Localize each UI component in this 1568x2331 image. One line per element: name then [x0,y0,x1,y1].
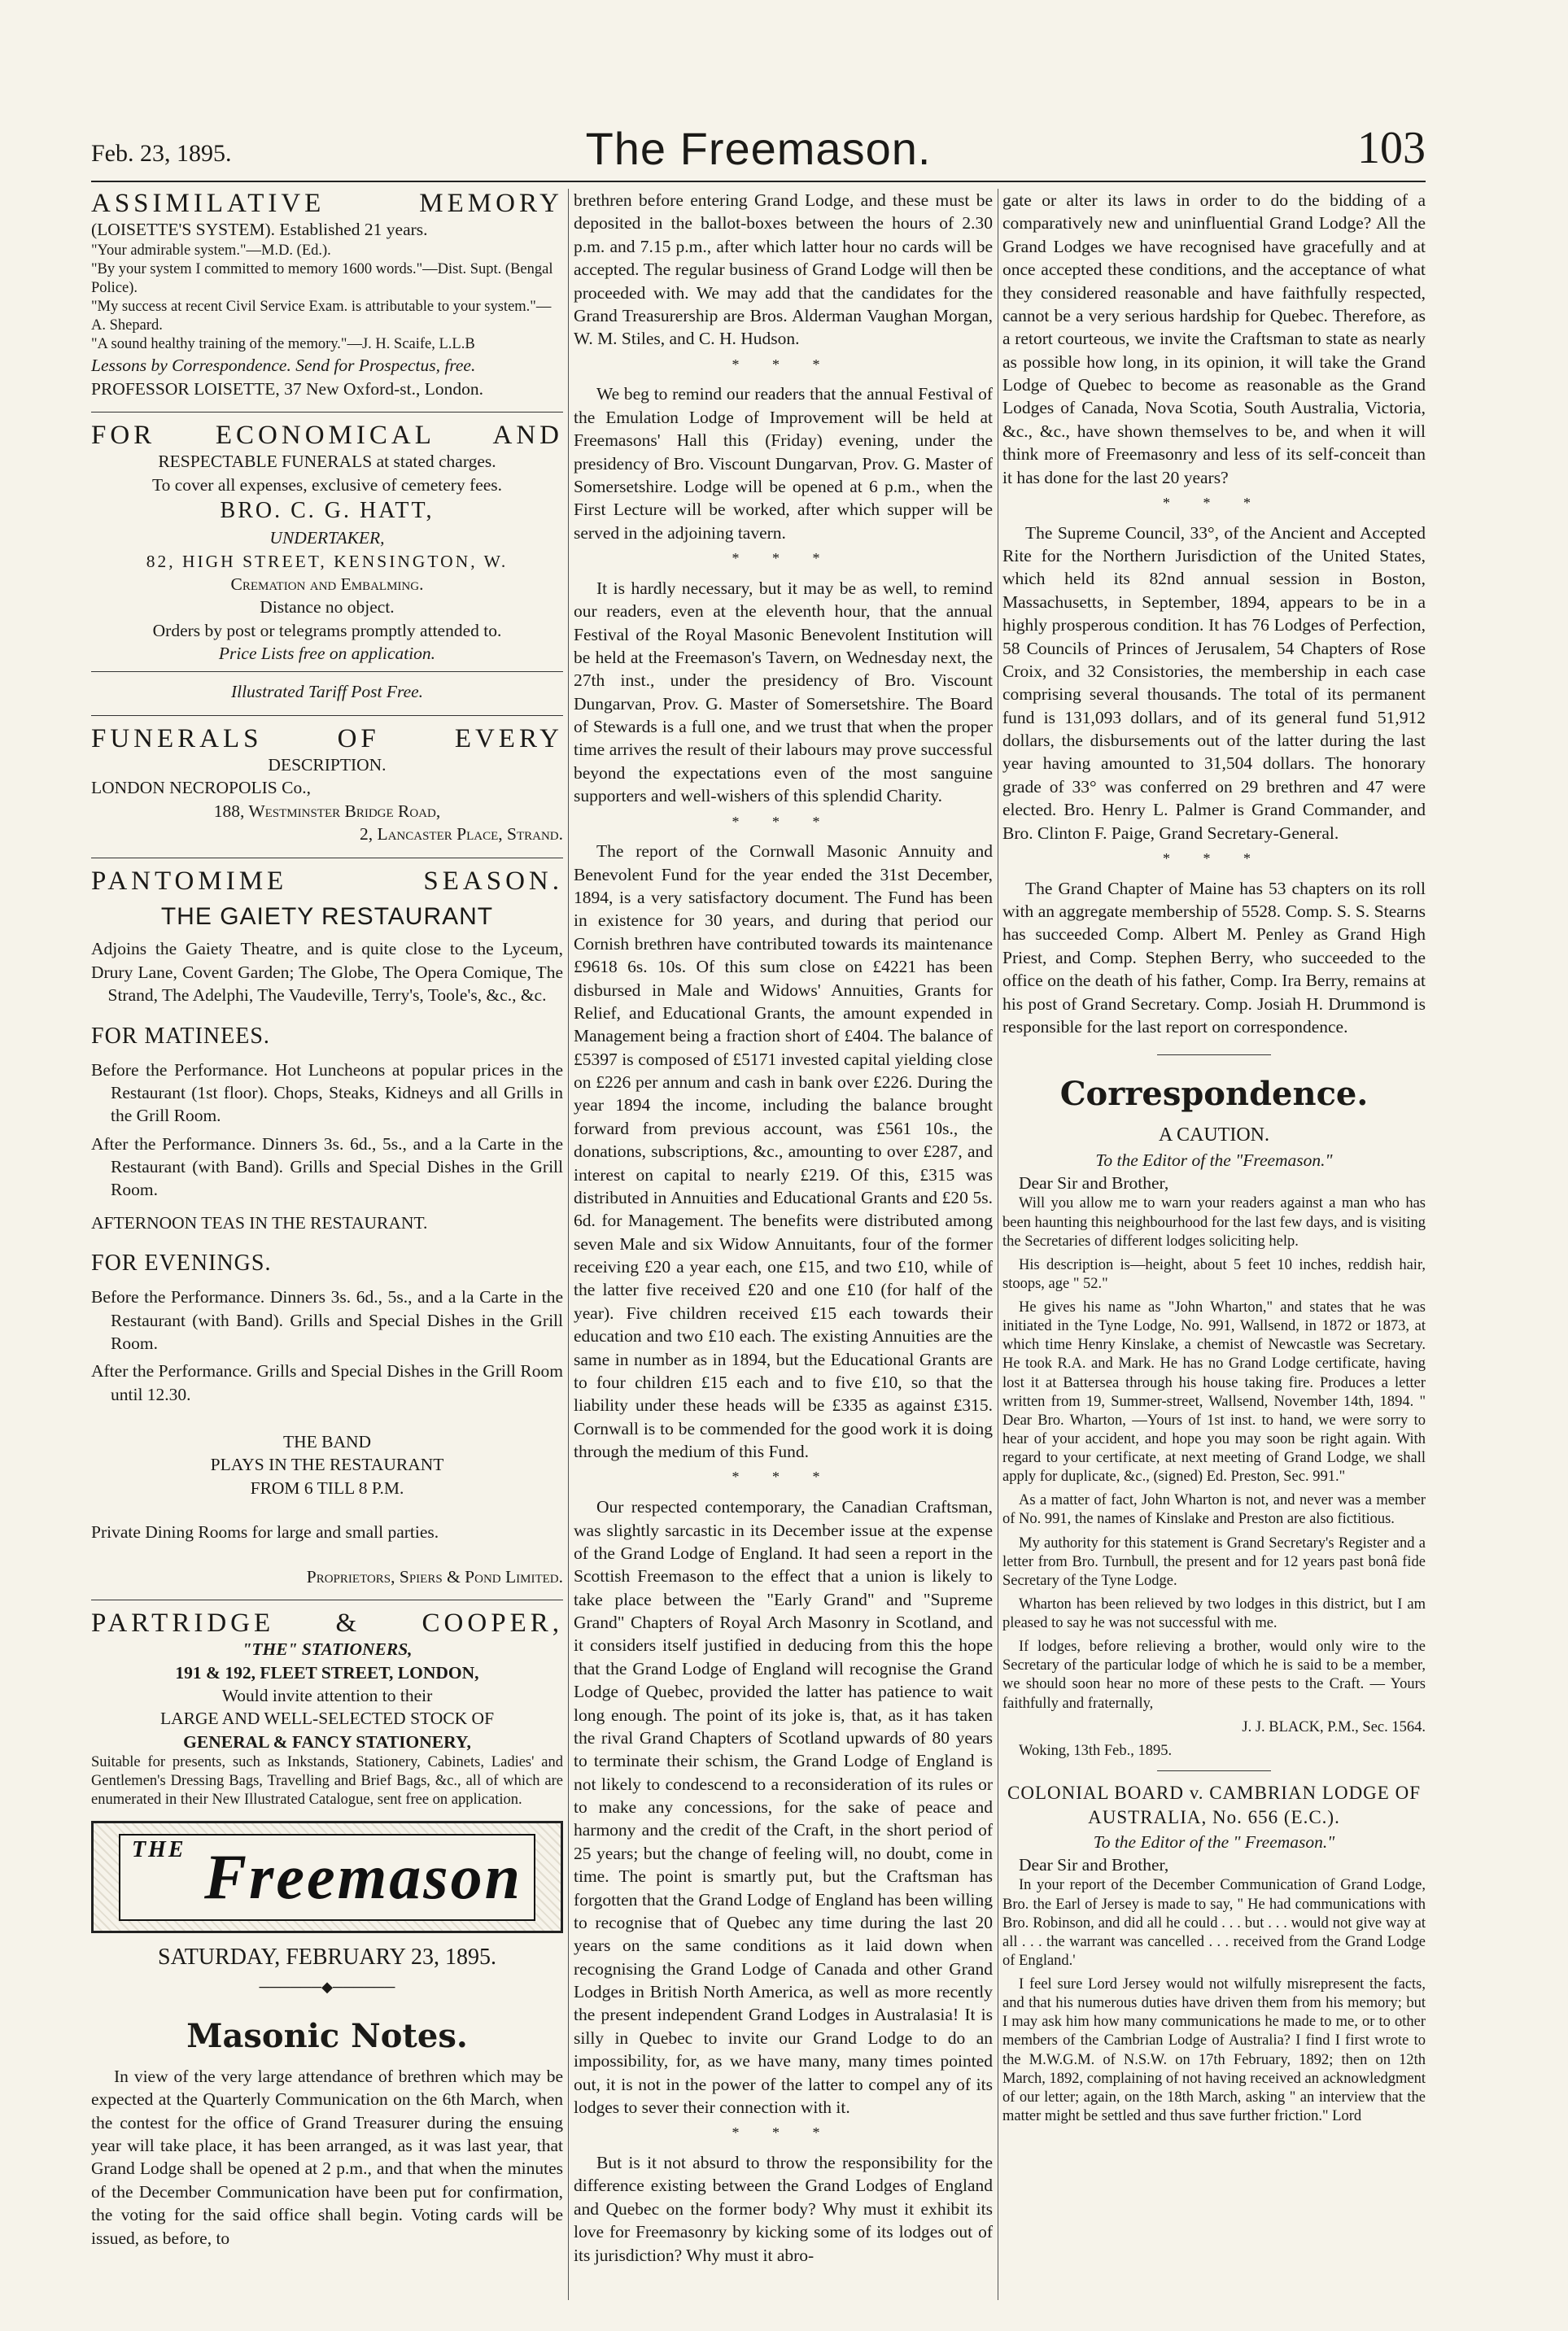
column-2 [574,189,993,2272]
letter-paragraph: He gives his name as "John Wharton," and states that he was initiated in the Tyne Lodge, No. 991, Wallsend, in 1872 or 1873, at which time Henry Kinslake, a chemist of Newcastle was Secretary. He took R.A. and Mark. He has no Grand Lodge certificate, having lost it at Battersea through his house taking fire. Produces a letter written from 19, Summer-street, Wallsend, November 14th, 1894. " Dear Bro. Wharton, —Yours of 1st inst. to hand, we were sorry to hear of your accident, and hope you may soon be right again. With regard to your certificate, at next meeting of Grand Lodge, we shall apply for duplicate, &c., (signed) Ed. Preston, Sec. 991." [1002,1299,1426,1486]
ad-address: 191 & 192, FLEET STREET, LONDON, [175,1662,479,1683]
banner-logo [119,1834,535,1921]
letter-paragraph: His description is—height, about 5 feet 10 inches, reddish hair, stoops, age " 52." [1002,1256,1426,1292]
ad-address: 188, Westminster Bridge Road, [213,801,441,821]
article-paragraph: gate or alter its laws in order to do the bidding of a comparatively new and uninfluential Grand Lodge? All the Grand Lodges we have recognised have gracefully and at once accepted these conditions, and the acceptance of what they considered reasonable and have faithfully respected, cannot be a very serious hardship for Quebec. Therefore, as a retort courteous, we invite the Craftsman to state as nearly as possible how long, in its opinion, it will take the Grand Lodge of Quebec to become as reasonable as the Grand Lodges of Canada, Nova Scotia, South Australia, Victoria, &c., &c., have shown themselves to be, and when it will think more of Freemasonry and less of its self-conceit than it has done for the last 20 years? [1002,190,1426,487]
letter-paragraph: In your report of the December Communication of Grand Lodge, Bro. the Earl of Jersey is made to say, " He had communications with Bro. Robinson, and did all he could . . . but . . . would not give way at all . . . the warrant was cancelled . . . received from the Grand Lodge of England.' [1002,1877,1426,1969]
ad-paragraph: Before the Performance. Hot Luncheons at popular prices in the Restaurant (1st floor). Chops, Steaks, Kidneys and all Grills in the Grill Room. [91,1059,563,1126]
ad-name: BRO. C. G. HATT, [220,498,435,524]
section-stars: * * * [1163,494,1265,511]
ad-line: LONDON NECROPOLIS Co., [91,778,311,798]
short-rule [1157,1054,1271,1055]
issue-date-header: Feb. 23, 1895. [91,140,232,167]
ad-line: Distance no object. [260,597,395,618]
page-number: 103 [1357,123,1426,173]
ad-line: UNDERTAKER, [269,528,385,548]
ad-address: PROFESSOR LOISETTE, 37 New Oxford-st., London. [91,378,483,399]
header-rule [91,181,1426,182]
correspondence-heading: Correspondence. [1059,1075,1369,1114]
section-stars: * * * [732,356,835,373]
issue-date: SATURDAY, FEBRUARY 23, 1895. [158,1945,496,1971]
paper-title: The Freemason. [585,123,932,174]
masonic-notes-heading: Masonic Notes. [186,2017,468,2056]
ad-line: PLAYS IN THE RESTAURANT [210,1455,444,1475]
testimonial: "By your system I committed to memory 1600 words."—Dist. Supt. (Bengal Police). [91,260,553,296]
section-stars: * * * [1163,849,1265,866]
ad-line: Proprietors, Spiers & Pond Limited. [306,1566,563,1587]
ad-subhead: (LOISETTE'S SYSTEM). Established 21 years. [91,220,428,240]
letter-paragraph: As a matter of fact, John Wharton is not, and never was a member of No. 991, the names of Kinslake and Preston are also fictitious. [1002,1492,1426,1528]
letter-paragraph: My authority for this statement is Grand Secretary's Register and a letter from Bro. Turnbull, the present and for 12 years past bonâ fide Secretary of the Tyne Lodge. [1002,1534,1426,1589]
ad-address: 82, HIGH STREET, KENSINGTON, W. [146,551,509,571]
letter-place-date: Woking, 13th Feb., 1895. [1019,1742,1173,1759]
ad-line: Orders by post or telegrams promptly attended to. [152,620,502,640]
ad-paragraph: Before the Performance. Dinners 3s. 6d., 5s., and a la Carte in the Restaurant (with Band). Grills and Special Dishes in the Grill Room. [91,1287,563,1353]
ad-divider [91,412,563,413]
letter-paragraph: I feel sure Lord Jersey would not wilfully misrepresent the facts, and that his numerous duties have driven them from his memory; but I may ask him how many communications he made to me, or to other members of the Cambrian Lodge of Australia? I find I first wrote to the M.W.G.M. of N.S.W. on 17th February, 1892; then on 12th March, 1892, complaining of not having received an acknowledgment of our letter; again, on the 18th March, asking " an interview that the matter might be settled and thus save further friction." Lord [1002,1976,1426,2124]
banner-the: THE [131,1836,186,1862]
ad-line: THE BAND [282,1432,372,1452]
ad-divider [91,715,563,716]
letter-address: To the Editor of the " Freemason." [1093,1831,1335,1852]
ad-line: Private Dining Rooms for large and small parties. [91,1522,439,1543]
ad-assimilative-memory [91,189,563,400]
section-stars: * * * [732,1469,835,1486]
ad-line: Price Lists free on application. [218,644,436,664]
letter-salutation: Dear Sir and Brother, [1019,1173,1169,1194]
ad-subhead: RESPECTABLE FUNERALS at stated charges. [158,452,496,472]
ad-line: FROM 6 TILL 8 P.M. [250,1478,404,1498]
ad-headline: ASSIMILATIVE MEMORY [91,189,563,218]
letter-signature: J. J. BLACK, P.M., Sec. 1564. [1242,1718,1426,1735]
article-paragraph: The report of the Cornwall Masonic Annuity and Benevolent Fund for the year ended the 31st December, 1894, is a very satisfactory document. The Fund has been in existence for 30 years, and during that period our Cornish brethren have contributed towards its maintenance £9618 6s. 10s. Of this sum close on £4221 has been disbursed in Male and Widows' Annuities, Grants for Relief, and Educational Grants, the amount expended in Management being a fraction short of £404. The balance of £5397 is composed of £5171 invested capital yielding close on £226 per annum and cash in bank over £226. During the year 1894 the income, including the balance brought forward from previous account, was £561 10s., the donations, subscriptions, &c., amounting to over £287, and interest on capital to nearly £219. Of this, £315 was distributed in Annuities and Educational Grants and £20 5s. 6d. for Management. The benefits were distributed among seven Male and six Widow Annuitants, four of the former receiving £20 a year each, one £15, and two £10, while of the latter five received £20 and one £10 (for half of the year). Five children received £15 each towards their education and two £10 each. The existing Annuities are the same in number as in 1894, but the Educational Grants are to four children £15 each and to five £10, so that the liability under these heads will be £335 as against £315. Cornwall is to be commended for the good work it is doing through the medium of this Fund. [574,841,993,1461]
ad-partridge-cooper [91,1609,563,1810]
testimonial: "My success at recent Civil Service Exam. is attributable to your system."—A. Shepard. [91,299,552,334]
column-3 [1002,189,1426,2131]
ad-paragraph: After the Performance. Dinners 3s. 6d., 5s., and a la Carte in the Restaurant (with Band). Grills and Special Dishes in the Grill Room. [91,1133,563,1200]
letter-title: A CAUTION. [1159,1124,1269,1146]
letter-title: COLONIAL BOARD v. CAMBRIAN LODGE OF AUSTRALIA, No. 656 (E.C.). [1007,1782,1421,1828]
ad-line: Cremation and Embalming. [230,574,424,594]
ad-headline: PANTOMIME SEASON. [91,866,563,896]
section-stars: * * * [732,2124,835,2141]
banner-name: Freemason [204,1840,523,1912]
ad-line: AFTERNOON TEAS IN THE RESTAURANT. [91,1212,428,1233]
ad-name: THE GAIETY RESTAURANT [160,902,494,930]
letter-address: To the Editor of the "Freemason." [1095,1150,1333,1170]
ad-line: Illustrated Tariff Post Free. [230,682,424,702]
ad-funerals-hatt [91,421,563,704]
section-stars: * * * [732,813,835,830]
article-paragraph: The Supreme Council, 33°, of the Ancient and Accepted Rite for the Northern Jurisdiction of the United States, which held its 82nd annual session in Boston, Massachusetts, in September, 1894, appears to be in a highly prosperous condition. It has 76 Lodges of Perfection, 58 Councils of Princes of Jerusalem, 54 Chapters of Rose Croix, and 32 Consistories, the membership in each case comprising several thousands. The total of its permanent fund is 131,093 dollars, and of its general fund 51,912 dollars, the disbursements out of the latter during the last year having amounted to 31,504 dollars. The honorary grade of 33° was conferred on 29 brethren and 47 were elected. Bro. Henry L. Palmer is Grand Commander, and Bro. Clinton F. Paige, Grand Secretary-General. [1002,522,1426,843]
short-rule [1157,1770,1271,1771]
masthead [91,122,1426,179]
ad-gaiety-restaurant [91,866,563,1588]
ad-address: 2, Lancaster Place, Strand. [359,824,563,845]
letter-caution [1002,1194,1426,1761]
ornament-divider: ──────◆────── [259,1979,395,1996]
ad-subhead: DESCRIPTION. [268,755,387,775]
letter-paragraph: Wharton has been relieved by two lodges in this district, but I am pleased to say he was not successful with me. [1002,1595,1426,1632]
letter-colonial-board [1002,1876,1426,2126]
ad-line: LARGE AND WELL-SELECTED STOCK OF [159,1709,495,1729]
ad-headline: FOR ECONOMICAL AND [91,421,563,451]
ad-headline: FUNERALS OF EVERY [91,723,563,753]
ad-london-necropolis [91,724,563,846]
letter-paragraph: Will you allow me to warn your readers against a man who has been haunting this neighbourhood for the last few days, and is visiting the Secretaries of different lodges soliciting help. [1002,1195,1426,1250]
article-paragraph: It is hardly necessary, but it may be as well, to remind our readers, even at the eleventh hour, that the annual Festival of the Royal Masonic Benevolent Institution will be held at the Freemason's Tavern, on Wednesday next, the 27th inst., under the presidency of Bro. Viscount Dungarvan, Prov. G. Master of Somersetshire. The Board of Stewards is a full one, and we trust that when the proper time arrives the result of their labours may prove successful beyond the expectations even of the most sanguine supporters and well-wishers of this splendid Charity. [574,578,993,806]
article-paragraph: In view of the very large attendance of brethren which may be expected at the Quarterly Communication on the 6th March, when the contest for the office of Grand Treasurer during the ensuing year will take place, it has been arranged, as it was last year, that Grand Lodge shall be opened at 2 p.m., and that when the minutes of the December Communication have been put for confirmation, the voting for the said office shall begin. Voting cards will be issued, as before, to [91,2066,563,2248]
testimonial: "Your admirable system."—M.D. (Ed.). [91,242,331,259]
ad-section-head: FOR EVENINGS. [91,1251,272,1277]
ad-divider [91,671,563,672]
letter-paragraph: If lodges, before relieving a brother, would only wire to the Secretary of the particular lodge of which he is said to be a member, we should soon hear no more of these pests to the Craft. — Yours faithfully and fraternally, [1002,1639,1426,1712]
ad-line: Lessons by Correspondence. Send for Prospectus, free. [91,356,476,376]
testimonial: "A sound healthy training of the memory."—J. H. Scaife, L.L.B [91,336,475,353]
article-paragraph: We beg to remind our readers that the annual Festival of the Emulation Lodge of Improvement will be held at Freemasons' Hall this (Friday) evening, under the presidency of Bro. Viscount Dungarvan, Prov. G. Master of Somersetshire. Lodge will be opened at 6 p.m., when the First Lecture will be worked, after which supper will be served in the adjoining tavern. [574,384,993,543]
freemason-banner [91,1821,563,1933]
article-paragraph: The Grand Chapter of Maine has 53 chapters on its roll with an aggregate membership of 5528. Comp. S. S. Stearns has succeeded Comp. Albert M. Penley as Grand High Priest, and Comp. Stephen Berry, who succeeded to the office on the death of his father, Comp. Ira Berry, remains at his post of Grand Secretary. Comp. Josiah H. Drummond is responsible for the last report on correspondence. [1002,878,1426,1037]
article-paragraph: brethren before entering Grand Lodge, and these must be deposited in the ballot-boxes between the hours of 2.30 p.m. and 7.15 p.m., after which latter hour no cards will be accepted. The regular business of Grand Lodge will then be proceeded with. We may add that the candidates for the Grand Treasurership are Bros. Alderman Vaughan Morgan, W. M. Stiles, and C. H. Hudson. [574,190,993,349]
column-divider-1 [568,189,569,2300]
letter-salutation: Dear Sir and Brother, [1019,1855,1169,1875]
article-paragraph: Our respected contemporary, the Canadian Craftsman, was slightly sarcastic in its December issue at the expense of the Grand Lodge of England. It had seen a report in the Scottish Freemason to the effect that a union is likely to take place between the "Early Grand" and "Supreme Grand" Chapters of Royal Arch Masonry in Scotland, and it considers itself justified in deducing from this the hope that the Grand Lodge of England will recognise the Grand Lodge of Quebec, provided the latter has patience to wait long enough. The point of its joke is, that, as it has taken the rival Grand Chapters of Scotland upwards of 80 years to terminate their schism, the Grand Lodge of England is not likely to condescend to a reconsideration of its rules or to make any concessions, for the sake of peace and harmony and the credit of the Craft, in the short period of 25 years; but the change of feeling will, no doubt, come in time. The point is smartly put, but the Craftsman has forgotten that the Grand Lodge of England has been willing to recognise that of Quebec any time during the last 20 years on the same conditions as it laid down when recognising the Grand Lodge of Canada and other Grand Lodges in British North America, as well as more recently the present independent Grand Lodges in Australasia! It is silly in Quebec to invite our Grand Lodge to do an impossibility, for, as we have many, many times pointed out, it is not in the power of the latter to compel any of its lodges to sever their connection with it. [574,1497,993,2117]
ad-line: To cover all expenses, exclusive of cemetery fees. [151,474,503,495]
section-stars: * * * [732,550,835,566]
column-1 [91,189,563,2255]
ad-line: GENERAL & FANCY STATIONERY, [183,1731,471,1752]
ad-paragraph: Adjoins the Gaiety Theatre, and is quite close to the Lyceum, Drury Lane, Covent Garden; The Globe, The Opera Comique, The Strand, The Adelphi, The Vaudeville, Terry's, Toole's, &c., &c. [91,939,563,1006]
ad-headline: PARTRIDGE & COOPER, [91,1608,563,1638]
ad-paragraph: After the Performance. Grills and Special Dishes in the Grill Room until 12.30. [91,1361,563,1404]
ad-subhead: "THE" STATIONERS, [242,1639,413,1660]
ad-section-head: FOR MATINEES. [91,1023,270,1049]
ad-paragraph: Suitable for presents, such as Inkstands, Stationery, Cabinets, Ladies' and Gentlemen's Dressing Bags, Travelling and Brief Bags, &c., all of which are enumerated in their New Illustrated Catalogue, sent free on application. [91,1754,563,1809]
ad-line: Would invite attention to their [221,1685,433,1705]
article-paragraph: But is it not absurd to throw the responsibility for the difference existing between the Grand Lodges of England and Quebec on the former body? Why must it exhibit its love for Freemasonry by kicking some of its lodges out of its jurisdiction? Why must it abro- [574,2153,993,2265]
